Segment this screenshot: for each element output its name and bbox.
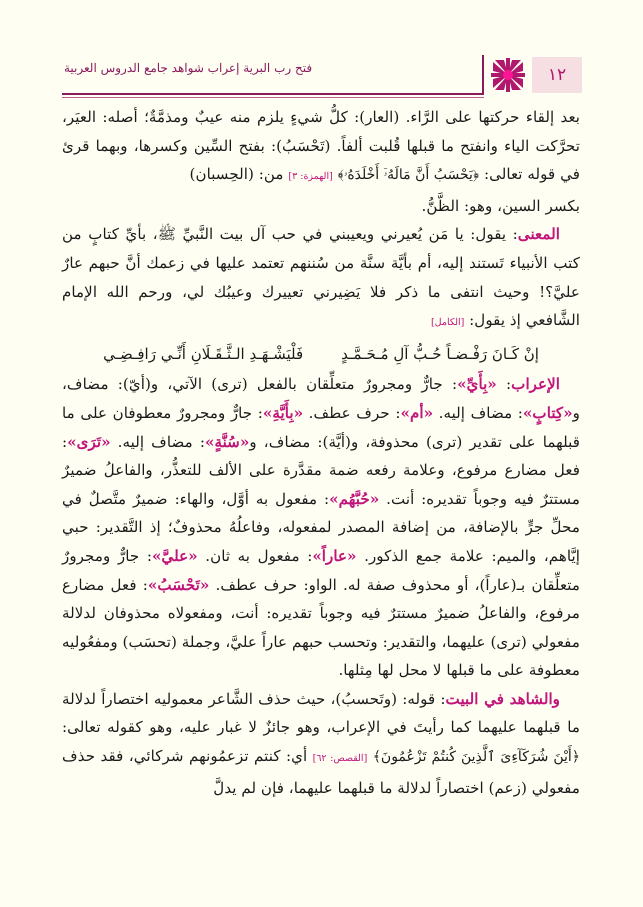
irab-s6: : حرف عطف. <box>303 403 401 422</box>
meaning-label: المعنى <box>517 225 560 244</box>
irab-term: «أم» <box>400 403 434 422</box>
quran-quote: ﴿أَيْنَ شُرَكَآءِىَ ٱلَّذِينَ كُنتُمْ تَزْعُمُونَ﴾ <box>372 749 580 766</box>
paragraph-shahid <box>62 685 580 802</box>
irab-s4: : مضاف إليه. <box>433 403 523 422</box>
paragraph-word-notes-end: بكسر السين، وهو: الظَّنُّ. <box>421 196 580 215</box>
irab-term: «تَرَى» <box>67 432 111 451</box>
irab-s20: : فعل مضارع مرفوع، والفاعلُ ضميرٌ مستترٌ فيه وجوباً تقديره: أنت، ومفعولاه محذوفان لدلالة مفعولي (ترى) عليهما، والتقدير: وتحسب حبهم عاراً عليَّ، وجملة (تحسَب) ومفعُوليه معطوفة على ما قبلها لا محل لها مِثلها. <box>62 575 580 680</box>
header-rule-thin <box>62 97 484 98</box>
irab-term: «حُبَّهُم» <box>329 489 380 508</box>
irab-s10: : مضاف إليه. <box>110 432 205 451</box>
irab-term: «بِأَيَّةِ» <box>262 403 304 422</box>
irab-s14: : مفعول به أوَّل، والهاء: ضميرٌ متَّصلٌ في محلِّ جرٍّ بالإضافة، من إضافة المصدر لمفعوله، وفاعلُهُ محذوفٌ؛ إذ التَّقدير: حبي إيَّاهم، والميم: علامة جمع الذكور. <box>62 489 580 565</box>
irab-term: «سُنَّةٍ» <box>204 432 250 451</box>
book-title: فتح رب البرية إعراب شواهد جامع الدروس العربية <box>64 61 313 75</box>
shahid-text-2: أي: كنتم تزعمُونهم شركائي، فقد حذف مفعولي (زعم) اختصاراً لدلالة ما قبلهما عليهما، فإن لم يدلَّ <box>62 747 580 797</box>
page-number: ١٢ <box>532 57 582 93</box>
irab-term: «عليَّ» <box>151 546 198 565</box>
text-line: بعد إلقاء حركتها على الرَّاء. (العار): كلُّ شيءٍ يلزم منه عيبٌ ومذمَّةٌ؛ أصله: <box>102 108 580 126</box>
text-line: من: (الحِسبان) <box>189 165 284 184</box>
text-line: العيَر، تحرَّكت الياء وانفتح ما قبلها قُلبت ألفاً. (تَحْسَبُ): بفتح السِّين وكسرها، <box>62 108 580 155</box>
shahid-text-1: : قوله: (وتَحسبُ)، حيث حذف الشَّاعر معموليه اختصاراً لدلالة ما قبلهما عليهما كما رأيتَ في الإعراب، وهو جائزٌ لا غبار عليه، وهو كقوله تعالى: <box>62 689 580 737</box>
paragraph-word-notes <box>62 103 580 192</box>
irab-s18: : جارٌّ ومجرورٌ متعلِّقان بـ(عاراً)، أو محذوف صفة له. الواو: حرف عطف. <box>62 546 580 594</box>
paragraph-irab <box>62 370 580 685</box>
irab-term: «كِتابٍ» <box>522 403 573 422</box>
header-vertical-rule <box>482 55 484 95</box>
flower-ornament-icon <box>491 58 525 92</box>
irab-term: «بِأَيِّ» <box>457 375 497 394</box>
paragraph-meaning <box>62 220 580 337</box>
header-rule <box>62 93 484 95</box>
irab-s8: : جارٌّ ومجرورٌ معطوفان على ما قبلهما على تقدير (ترى) محذوفة، و(أيَّة): مضاف، و <box>62 403 580 451</box>
irab-s2: : جارٌّ ومجرورٌ متعلِّقان بالفعل (ترى) الآتي، و(أيّ): مضاف، و <box>62 375 580 422</box>
meaning-text: : يقول: يا مَن يُعيرني ويعيبني في حب آل بيت النَّبيِّ ﷺ، بأيِّ كتابٍ من كتب الأنبياء تَستند إليه، أم بأيَّة سنَّة من سُننهم تعتمد عليها في زعمك أنَّ حبهم عارٌ عليَّ؟! وحيث انتفى ما ذكر فلا يَضِيرني تعييرك وعيبُك لي، ورحم الله الإمام الشَّافعي إذ يقول: <box>62 225 580 330</box>
irab-term: «عاراً» <box>312 546 357 565</box>
irab-s12: : فعل مضارع مرفوع، وعلامة رفعه ضمة مقدَّرة على الألف للتعذُّر، والفاعلُ ضميرٌ مستترٌ فيه وجوباً تقديره: أنت. <box>62 432 581 508</box>
irab-s0: : <box>496 375 512 394</box>
shahid-label: والشاهد في البيت <box>445 689 560 708</box>
irab-s16: : مفعول به ثان. <box>197 546 313 565</box>
irab-term: «تَحْسَبُ» <box>147 575 210 594</box>
quran-reference: [الهمزة: ٣] <box>288 171 333 183</box>
text-line: وبهما قرئ في قوله تعالى: <box>62 136 580 184</box>
verse-hemistich-1: إنْ كَـانَ رَفْـضـاً حُـبُّ آلِ مُـحَـمَّـدٍ <box>341 344 539 363</box>
irab-label: الإعراب <box>511 375 560 394</box>
meter-reference: [الكامل] <box>430 317 465 329</box>
page-header <box>62 55 582 101</box>
quran-quote: ﴿يَحْسَبُ أَنَّ مَالَهُۥٓ أَخْلَدَهُۥ﴾ <box>337 167 480 184</box>
page-body <box>62 103 580 802</box>
verse-hemistich-2: فَلْيَشْـهَـدِ الـثَّـقَـلَانِ أَنِّـي رَافِـضِـي <box>103 344 304 363</box>
quran-reference: [القصص: ٦٢] <box>312 753 368 765</box>
poetry-verse <box>62 340 580 369</box>
